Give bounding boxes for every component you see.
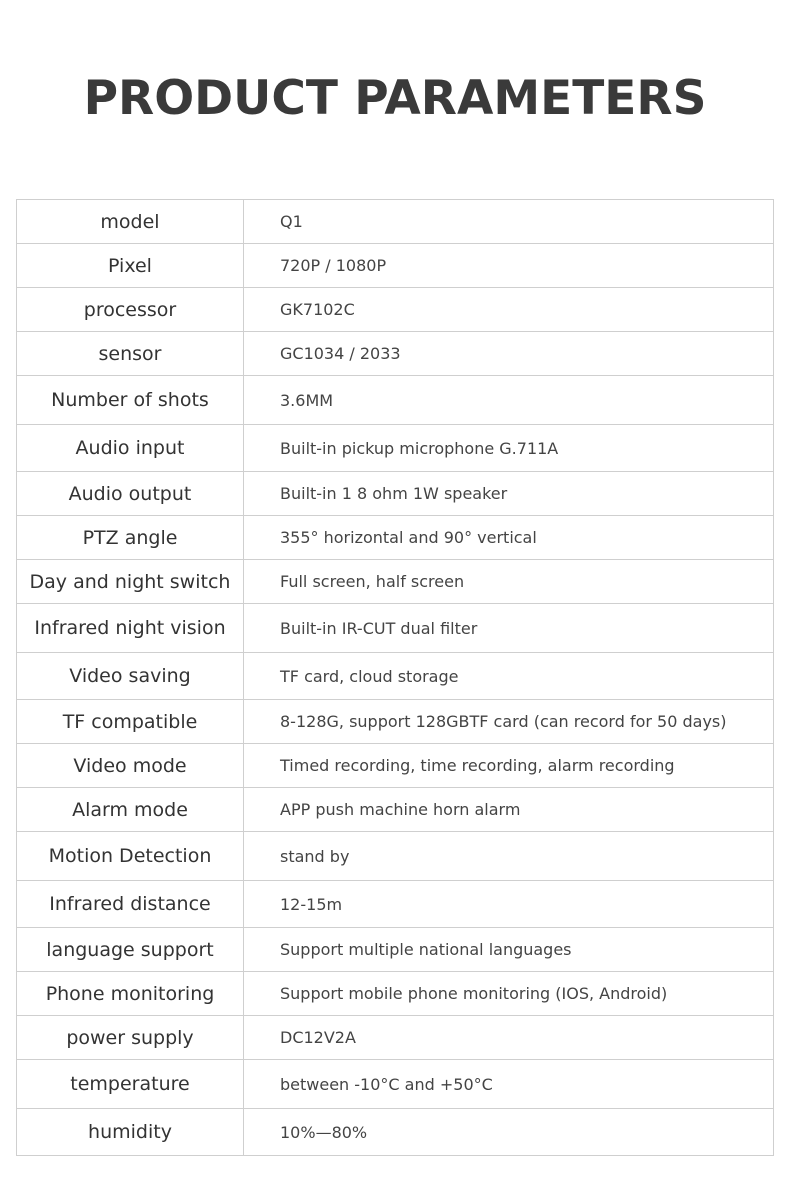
param-label: sensor bbox=[17, 332, 244, 376]
table-row bbox=[17, 881, 774, 928]
param-label: TF compatible bbox=[17, 700, 244, 744]
param-value: Built-in pickup microphone G.711A bbox=[244, 425, 774, 472]
param-label: Motion Detection bbox=[17, 832, 244, 881]
table-row bbox=[17, 1109, 774, 1156]
param-value: 10%—80% bbox=[244, 1109, 774, 1156]
table-row bbox=[17, 244, 774, 288]
param-value: Q1 bbox=[244, 200, 774, 244]
param-label: Video saving bbox=[17, 653, 244, 700]
table-row bbox=[17, 332, 774, 376]
param-label: Number of shots bbox=[17, 376, 244, 425]
param-label: Audio input bbox=[17, 425, 244, 472]
param-label: Pixel bbox=[17, 244, 244, 288]
param-label: Video mode bbox=[17, 744, 244, 788]
table-row bbox=[17, 425, 774, 472]
param-value: GK7102C bbox=[244, 288, 774, 332]
param-value: Built-in 1 8 ohm 1W speaker bbox=[244, 472, 774, 516]
param-value: 8-128G, support 128GBTF card (can record for 50 days) bbox=[244, 700, 774, 744]
page-title: PRODUCT PARAMETERS bbox=[83, 71, 707, 126]
param-label: Day and night switch bbox=[17, 560, 244, 604]
param-value: TF card, cloud storage bbox=[244, 653, 774, 700]
param-label: language support bbox=[17, 928, 244, 972]
param-label: model bbox=[17, 200, 244, 244]
table-row bbox=[17, 1060, 774, 1109]
table-row bbox=[17, 200, 774, 244]
param-label: PTZ angle bbox=[17, 516, 244, 560]
param-value: between -10°C and +50°C bbox=[244, 1060, 774, 1109]
table-row bbox=[17, 1016, 774, 1060]
table-row bbox=[17, 788, 774, 832]
table-row bbox=[17, 832, 774, 881]
param-value: APP push machine horn alarm bbox=[244, 788, 774, 832]
param-value: GC1034 / 2033 bbox=[244, 332, 774, 376]
param-value: Full screen, half screen bbox=[244, 560, 774, 604]
table-row bbox=[17, 376, 774, 425]
table-row bbox=[17, 744, 774, 788]
table-row bbox=[17, 700, 774, 744]
param-label: humidity bbox=[17, 1109, 244, 1156]
spec-table bbox=[16, 199, 774, 1156]
table-row bbox=[17, 516, 774, 560]
param-value: Support multiple national languages bbox=[244, 928, 774, 972]
table-row bbox=[17, 653, 774, 700]
param-value: DC12V2A bbox=[244, 1016, 774, 1060]
param-label: Phone monitoring bbox=[17, 972, 244, 1016]
param-value: Timed recording, time recording, alarm recording bbox=[244, 744, 774, 788]
param-label: Alarm mode bbox=[17, 788, 244, 832]
param-label: Infrared distance bbox=[17, 881, 244, 928]
param-value: 12-15m bbox=[244, 881, 774, 928]
param-label: Infrared night vision bbox=[17, 604, 244, 653]
param-value: Built-in IR-CUT dual filter bbox=[244, 604, 774, 653]
table-row bbox=[17, 928, 774, 972]
param-value: Support mobile phone monitoring (IOS, Android) bbox=[244, 972, 774, 1016]
param-label: power supply bbox=[17, 1016, 244, 1060]
param-value: 355° horizontal and 90° vertical bbox=[244, 516, 774, 560]
param-value: 720P / 1080P bbox=[244, 244, 774, 288]
param-label: temperature bbox=[17, 1060, 244, 1109]
param-value: stand by bbox=[244, 832, 774, 881]
table-row bbox=[17, 972, 774, 1016]
param-label: Audio output bbox=[17, 472, 244, 516]
table-row bbox=[17, 472, 774, 516]
table-row bbox=[17, 560, 774, 604]
table-row bbox=[17, 288, 774, 332]
table-row bbox=[17, 604, 774, 653]
param-value: 3.6MM bbox=[244, 376, 774, 425]
param-label: processor bbox=[17, 288, 244, 332]
